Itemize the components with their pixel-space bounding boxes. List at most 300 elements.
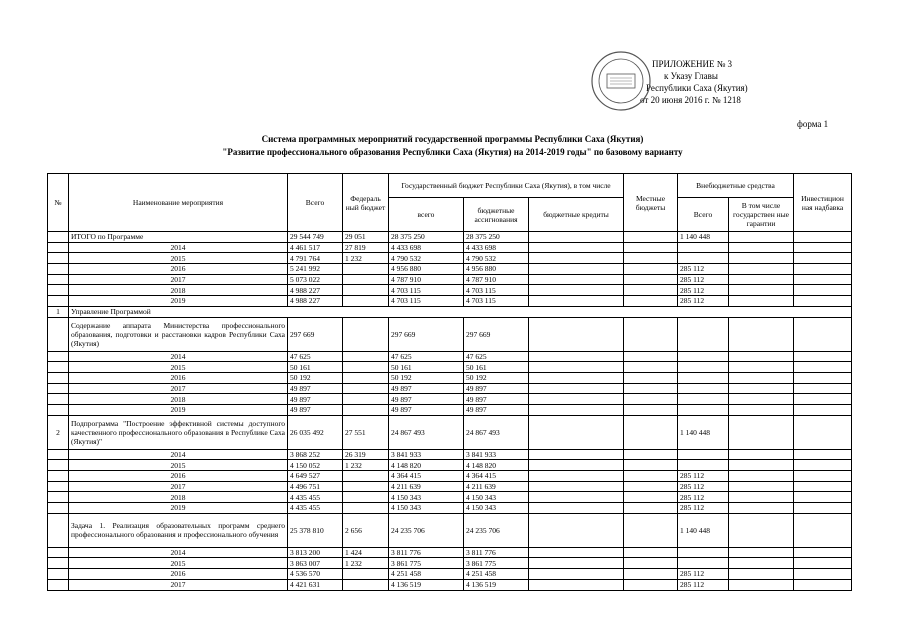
row-federal: 1 232 xyxy=(343,460,389,471)
row-invest xyxy=(794,492,852,503)
row-state-credit xyxy=(529,285,624,296)
row-total: 4 988 227 xyxy=(288,285,343,296)
row-state-total: 4 150 343 xyxy=(389,503,464,514)
row-state-credit xyxy=(529,449,624,460)
row-state-total: 3 861 775 xyxy=(389,558,464,569)
row-num xyxy=(48,264,69,275)
row-extra-total xyxy=(678,449,729,460)
row-year: 2019 xyxy=(69,296,288,307)
row-invest xyxy=(794,383,852,394)
row-state-assign: 3 841 933 xyxy=(464,449,529,460)
row-local xyxy=(624,481,678,492)
row-state-total: 4 956 880 xyxy=(389,264,464,275)
row-num xyxy=(48,274,69,285)
row-invest xyxy=(794,362,852,373)
row-federal xyxy=(343,362,389,373)
row-state-credit xyxy=(529,547,624,558)
row-invest xyxy=(794,242,852,253)
row-extra-guarantee xyxy=(729,274,794,285)
row-year: 2018 xyxy=(69,492,288,503)
row-state-total: 4 703 115 xyxy=(389,285,464,296)
row-num xyxy=(48,460,69,471)
row-extra-guarantee xyxy=(729,317,794,351)
row-extra-guarantee xyxy=(729,460,794,471)
row-extra-total: 285 112 xyxy=(678,481,729,492)
row-year: 2015 xyxy=(69,558,288,569)
row-local xyxy=(624,415,678,449)
row-extra-guarantee xyxy=(729,404,794,415)
header-extra-guarantee: В том числе государствен ные гарантии xyxy=(729,198,794,232)
row-name: ИТОГО по Программе xyxy=(69,232,288,243)
row-state-credit xyxy=(529,242,624,253)
row-federal xyxy=(343,394,389,405)
row-local xyxy=(624,296,678,307)
row-extra-total: 285 112 xyxy=(678,579,729,590)
table-row xyxy=(48,449,852,460)
row-invest xyxy=(794,232,852,243)
row-state-assign: 4 148 820 xyxy=(464,460,529,471)
row-local xyxy=(624,242,678,253)
table-row xyxy=(48,492,852,503)
row-state-total: 4 364 415 xyxy=(389,471,464,482)
row-state-total: 49 897 xyxy=(389,383,464,394)
row-total: 50 161 xyxy=(288,362,343,373)
row-total: 4 988 227 xyxy=(288,296,343,307)
row-invest xyxy=(794,460,852,471)
row-local xyxy=(624,362,678,373)
row-total: 25 378 810 xyxy=(288,513,343,547)
row-local xyxy=(624,471,678,482)
row-state-assign: 24 867 493 xyxy=(464,415,529,449)
row-state-assign: 4 211 639 xyxy=(464,481,529,492)
row-extra-guarantee xyxy=(729,296,794,307)
row-extra-guarantee xyxy=(729,383,794,394)
row-extra-total xyxy=(678,394,729,405)
row-extra-total xyxy=(678,558,729,569)
row-extra-guarantee xyxy=(729,503,794,514)
row-year: 2017 xyxy=(69,481,288,492)
row-year: 2019 xyxy=(69,404,288,415)
row-state-credit xyxy=(529,264,624,275)
row-extra-total: 1 140 448 xyxy=(678,513,729,547)
header-state-total: всего xyxy=(389,198,464,232)
row-federal: 27 551 xyxy=(343,415,389,449)
row-extra-guarantee xyxy=(729,253,794,264)
row-extra-guarantee xyxy=(729,351,794,362)
row-local xyxy=(624,503,678,514)
row-num xyxy=(48,492,69,503)
appendix-block xyxy=(640,58,748,106)
row-year: 2014 xyxy=(69,449,288,460)
row-num xyxy=(48,579,69,590)
row-invest xyxy=(794,372,852,383)
table-row xyxy=(48,547,852,558)
row-state-credit xyxy=(529,513,624,547)
header-state-assign: бюджетные ассигнования xyxy=(464,198,529,232)
row-extra-guarantee xyxy=(729,285,794,296)
row-year: 2015 xyxy=(69,362,288,373)
row-local xyxy=(624,404,678,415)
row-invest xyxy=(794,558,852,569)
row-total: 4 649 527 xyxy=(288,471,343,482)
document-title: Система программных мероприятий государственной программы Республики Саха (Якутия) xyxy=(261,134,644,144)
row-local xyxy=(624,264,678,275)
row-state-assign: 50 192 xyxy=(464,372,529,383)
row-num xyxy=(48,351,69,362)
row-extra-guarantee xyxy=(729,481,794,492)
row-local xyxy=(624,460,678,471)
row-state-assign: 4 703 115 xyxy=(464,296,529,307)
row-year: 2019 xyxy=(69,503,288,514)
row-total: 4 536 570 xyxy=(288,569,343,580)
row-federal xyxy=(343,383,389,394)
row-year: 2018 xyxy=(69,394,288,405)
row-state-assign: 3 861 775 xyxy=(464,558,529,569)
row-total: 3 863 007 xyxy=(288,558,343,569)
row-state-assign: 50 161 xyxy=(464,362,529,373)
table-row xyxy=(48,264,852,275)
row-federal xyxy=(343,579,389,590)
row-local xyxy=(624,449,678,460)
row-state-credit xyxy=(529,460,624,471)
row-num xyxy=(48,253,69,264)
row-extra-guarantee xyxy=(729,558,794,569)
row-num xyxy=(48,471,69,482)
row-state-assign: 4 790 532 xyxy=(464,253,529,264)
row-federal xyxy=(343,503,389,514)
row-state-total: 49 897 xyxy=(389,394,464,405)
row-state-assign: 4 364 415 xyxy=(464,471,529,482)
row-year: 2015 xyxy=(69,253,288,264)
row-total: 26 035 492 xyxy=(288,415,343,449)
row-num xyxy=(48,362,69,373)
header-local: Местные бюджеты xyxy=(624,174,678,232)
row-state-total: 47 625 xyxy=(389,351,464,362)
row-total: 297 669 xyxy=(288,317,343,351)
row-total: 4 496 751 xyxy=(288,481,343,492)
table-row xyxy=(48,274,852,285)
row-name: Содержание аппарата Министерства профессионального образования, подготовки и расстановки кадров Республики Саха (Якутия) xyxy=(69,317,288,351)
row-state-credit xyxy=(529,232,624,243)
row-year: 2016 xyxy=(69,569,288,580)
row-extra-total: 285 112 xyxy=(678,492,729,503)
row-invest xyxy=(794,503,852,514)
table-row xyxy=(48,383,852,394)
row-invest xyxy=(794,547,852,558)
row-total: 4 435 455 xyxy=(288,492,343,503)
row-state-credit xyxy=(529,362,624,373)
row-year: 2018 xyxy=(69,285,288,296)
row-state-assign: 47 625 xyxy=(464,351,529,362)
row-invest xyxy=(794,351,852,362)
document-subtitle: "Развитие профессионального образования Республики Саха (Якутия) на 2014-2019 годы" по базовому варианту xyxy=(222,147,683,157)
row-state-credit xyxy=(529,383,624,394)
table-row xyxy=(48,317,852,351)
appendix-line: от 20 июня 2016 г. № 1218 xyxy=(640,95,741,105)
row-extra-guarantee xyxy=(729,449,794,460)
row-extra-total xyxy=(678,547,729,558)
row-total: 49 897 xyxy=(288,394,343,405)
row-extra-total: 285 112 xyxy=(678,471,729,482)
form-label: форма 1 xyxy=(797,119,829,129)
table-row xyxy=(48,394,852,405)
row-year: 2016 xyxy=(69,372,288,383)
row-state-total: 49 897 xyxy=(389,404,464,415)
row-year: 2016 xyxy=(69,471,288,482)
row-state-credit xyxy=(529,253,624,264)
row-federal: 2 656 xyxy=(343,513,389,547)
row-invest xyxy=(794,481,852,492)
row-state-credit xyxy=(529,579,624,590)
row-num xyxy=(48,404,69,415)
row-state-total: 4 148 820 xyxy=(389,460,464,471)
table-row xyxy=(48,362,852,373)
row-num xyxy=(48,372,69,383)
row-state-credit xyxy=(529,296,624,307)
header-name: Наименование мероприятия xyxy=(69,174,288,232)
row-state-total: 24 235 706 xyxy=(389,513,464,547)
row-state-credit xyxy=(529,317,624,351)
row-state-credit xyxy=(529,274,624,285)
row-state-credit xyxy=(529,351,624,362)
row-local xyxy=(624,558,678,569)
row-name: Подпрограмма "Построение эффективной системы доступного качественного профессионального образования в Республике Саха (Якутия)" xyxy=(69,415,288,449)
row-state-total: 297 669 xyxy=(389,317,464,351)
row-name: Управление Программой xyxy=(69,306,852,317)
row-year: 2017 xyxy=(69,383,288,394)
row-invest xyxy=(794,513,852,547)
row-state-assign: 4 150 343 xyxy=(464,492,529,503)
row-state-total: 28 375 250 xyxy=(389,232,464,243)
row-federal: 29 051 xyxy=(343,232,389,243)
table-row xyxy=(48,242,852,253)
table-row xyxy=(48,285,852,296)
row-invest xyxy=(794,296,852,307)
row-federal: 1 424 xyxy=(343,547,389,558)
row-local xyxy=(624,274,678,285)
row-extra-total xyxy=(678,362,729,373)
row-federal xyxy=(343,492,389,503)
row-total: 4 435 455 xyxy=(288,503,343,514)
row-state-credit xyxy=(529,503,624,514)
row-federal xyxy=(343,317,389,351)
row-local xyxy=(624,569,678,580)
row-invest xyxy=(794,394,852,405)
row-num: 2 xyxy=(48,415,69,449)
row-state-assign: 4 150 343 xyxy=(464,503,529,514)
row-federal xyxy=(343,285,389,296)
row-year: 2016 xyxy=(69,264,288,275)
row-num xyxy=(48,558,69,569)
row-local xyxy=(624,383,678,394)
row-extra-total: 285 112 xyxy=(678,503,729,514)
row-state-total: 4 150 343 xyxy=(389,492,464,503)
row-total: 5 241 992 xyxy=(288,264,343,275)
row-num xyxy=(48,481,69,492)
row-state-assign: 4 787 910 xyxy=(464,274,529,285)
row-state-total: 3 841 933 xyxy=(389,449,464,460)
header-total: Всего xyxy=(288,174,343,232)
row-state-total: 50 192 xyxy=(389,372,464,383)
row-total: 47 625 xyxy=(288,351,343,362)
row-num xyxy=(48,449,69,460)
row-local xyxy=(624,579,678,590)
row-extra-guarantee xyxy=(729,264,794,275)
program-table xyxy=(47,173,852,591)
row-extra-total xyxy=(678,351,729,362)
table-row xyxy=(48,558,852,569)
row-local xyxy=(624,232,678,243)
row-state-credit xyxy=(529,404,624,415)
table-row xyxy=(48,460,852,471)
row-year: 2017 xyxy=(69,579,288,590)
row-invest xyxy=(794,471,852,482)
table-row xyxy=(48,296,852,307)
row-invest xyxy=(794,415,852,449)
row-extra-guarantee xyxy=(729,415,794,449)
row-num xyxy=(48,569,69,580)
row-num xyxy=(48,317,69,351)
table-row xyxy=(48,481,852,492)
row-federal xyxy=(343,404,389,415)
row-state-total: 3 811 776 xyxy=(389,547,464,558)
row-extra-total xyxy=(678,242,729,253)
row-year: 2014 xyxy=(69,351,288,362)
row-local xyxy=(624,351,678,362)
row-state-assign: 4 956 880 xyxy=(464,264,529,275)
row-num xyxy=(48,394,69,405)
row-extra-guarantee xyxy=(729,372,794,383)
row-state-credit xyxy=(529,471,624,482)
table-row xyxy=(48,372,852,383)
row-state-assign: 297 669 xyxy=(464,317,529,351)
row-extra-total xyxy=(678,372,729,383)
row-state-assign: 49 897 xyxy=(464,404,529,415)
row-federal xyxy=(343,372,389,383)
official-seal-icon xyxy=(590,50,652,112)
row-extra-total: 285 112 xyxy=(678,569,729,580)
header-invest: Инвестицион ная надбавка xyxy=(794,174,852,232)
header-federal: Федераль ный бюджет xyxy=(343,174,389,232)
row-federal xyxy=(343,481,389,492)
row-extra-guarantee xyxy=(729,242,794,253)
row-federal xyxy=(343,351,389,362)
row-name: Задача 1. Реализация образовательных программ среднего профессионального образования и профессионального обучения xyxy=(69,513,288,547)
row-total: 5 073 022 xyxy=(288,274,343,285)
appendix-line: Республики Саха (Якутия) xyxy=(646,83,748,93)
row-state-credit xyxy=(529,492,624,503)
row-state-credit xyxy=(529,372,624,383)
row-extra-total: 1 140 448 xyxy=(678,232,729,243)
header-state-group: Государственный бюджет Республики Саха (Якутия), в том числе xyxy=(389,174,624,198)
row-total: 3 868 252 xyxy=(288,449,343,460)
row-state-assign: 24 235 706 xyxy=(464,513,529,547)
row-state-total: 4 136 519 xyxy=(389,579,464,590)
row-invest xyxy=(794,404,852,415)
row-extra-total: 1 140 448 xyxy=(678,415,729,449)
row-state-credit xyxy=(529,481,624,492)
row-num: 1 xyxy=(48,306,69,317)
row-year: 2014 xyxy=(69,242,288,253)
table-row xyxy=(48,415,852,449)
row-year: 2014 xyxy=(69,547,288,558)
row-num xyxy=(48,503,69,514)
row-federal: 1 232 xyxy=(343,558,389,569)
row-extra-guarantee xyxy=(729,569,794,580)
row-federal xyxy=(343,296,389,307)
row-extra-guarantee xyxy=(729,492,794,503)
row-invest xyxy=(794,253,852,264)
row-local xyxy=(624,513,678,547)
row-state-total: 4 787 910 xyxy=(389,274,464,285)
row-local xyxy=(624,253,678,264)
row-federal xyxy=(343,274,389,285)
row-total: 50 192 xyxy=(288,372,343,383)
row-total: 4 421 631 xyxy=(288,579,343,590)
row-invest xyxy=(794,317,852,351)
row-year: 2017 xyxy=(69,274,288,285)
row-local xyxy=(624,492,678,503)
table-row xyxy=(48,306,852,317)
row-state-credit xyxy=(529,415,624,449)
row-year: 2015 xyxy=(69,460,288,471)
row-state-assign: 4 251 458 xyxy=(464,569,529,580)
table-row xyxy=(48,471,852,482)
appendix-line: к Указу Главы xyxy=(664,71,718,81)
row-state-assign: 28 375 250 xyxy=(464,232,529,243)
row-local xyxy=(624,317,678,351)
row-total: 49 897 xyxy=(288,383,343,394)
row-state-assign: 49 897 xyxy=(464,394,529,405)
row-num xyxy=(48,547,69,558)
header-extra-group: Внебюджетные средства xyxy=(678,174,794,198)
table-row xyxy=(48,513,852,547)
row-extra-guarantee xyxy=(729,513,794,547)
row-state-total: 4 433 698 xyxy=(389,242,464,253)
row-total: 4 461 517 xyxy=(288,242,343,253)
row-total: 3 813 200 xyxy=(288,547,343,558)
row-state-total: 4 790 532 xyxy=(389,253,464,264)
row-state-total: 4 251 458 xyxy=(389,569,464,580)
row-federal xyxy=(343,264,389,275)
row-num xyxy=(48,285,69,296)
row-num xyxy=(48,242,69,253)
header-extra-total: Всего xyxy=(678,198,729,232)
row-num xyxy=(48,296,69,307)
row-invest xyxy=(794,579,852,590)
row-extra-guarantee xyxy=(729,232,794,243)
table-row xyxy=(48,569,852,580)
row-total: 29 544 749 xyxy=(288,232,343,243)
row-state-credit xyxy=(529,558,624,569)
row-local xyxy=(624,285,678,296)
row-num xyxy=(48,513,69,547)
row-total: 49 897 xyxy=(288,404,343,415)
row-local xyxy=(624,547,678,558)
row-federal xyxy=(343,471,389,482)
row-extra-total xyxy=(678,253,729,264)
row-state-total: 4 703 115 xyxy=(389,296,464,307)
row-local xyxy=(624,372,678,383)
row-extra-total xyxy=(678,460,729,471)
table-row xyxy=(48,503,852,514)
row-state-total: 4 211 639 xyxy=(389,481,464,492)
row-invest xyxy=(794,264,852,275)
table-row xyxy=(48,253,852,264)
row-extra-guarantee xyxy=(729,471,794,482)
row-state-credit xyxy=(529,569,624,580)
table-row xyxy=(48,232,852,243)
